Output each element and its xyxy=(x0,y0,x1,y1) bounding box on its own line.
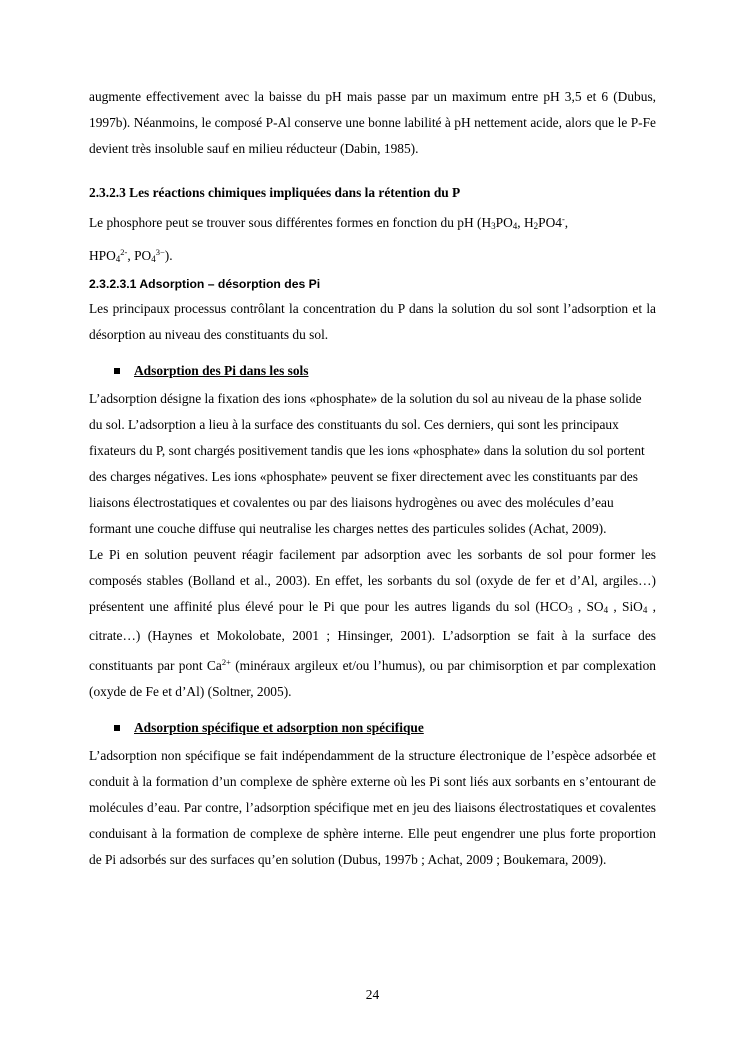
specific-adsorption-paragraph: L’adsorption non spécifique se fait indépendamment de la structure électronique de l’espèce adsorbée et conduit à la formation d’un complexe de sphère externe où les Pi sont liés aux sorbants en s’entourant de molécules d’eau. Par contre, l’adsorption spécifique met en jeu des liaisons électrostatiques et covalentes conduisant à la formation de complexe de sphère interne. Elle peut engendrer une plus forte proportion de Pi adsorbés sur des surfaces qu’en solution (Dubus, 1997b ; Achat, 2009 ; Boukemara, 2009). xyxy=(89,748,656,867)
section-heading: 2.3.2.3 Les réactions chimiques impliquées dans la rétention du P xyxy=(89,185,461,200)
paragraph-intro: augmente effectivement avec la baisse du pH mais passe par un maximum entre pH 3,5 et 6 (Dubus, 1997b). Néanmoins, le composé P-Al conserve une bonne labilité à pH nettement acide, alors que le P-Fe devient très insoluble sauf en milieu réducteur (Dabin, 1985). xyxy=(89,89,656,156)
page-number: 24 xyxy=(365,987,380,1002)
adsorption-paragraph-2: Le Pi en solution peuvent réagir facilement par adsorption avec les sorbants de sol pour former les composés stables (Bolland et al., 2003). En effet, les sorbants du sol (oxyde de fer et d’Al, argiles…) présentent une affinité plus élevé pour le Pi que pour les autres ligands du sol ($HCO_3$ , $SO_4$ , SiO$_4$ , citrate…) (Haynes et Mokolobate, 2001 ; Hinsinger, 2001). L’adsorption se fait à la surface des constituants par pont $Ca^{2+}$ (minéraux argileux et/ou l’humus), ou par chimisorption et par complexation (oxyde de Fe et d’Al) (Soltner, 2005). xyxy=(89,547,657,699)
adsorption-paragraph-1: L’adsorption désigne la fixation des ions «phosphate» de la solution du sol au niveau de la phase solide du sol. L’adsorption a lieu à la surface des constituants du sol. Ces derniers, qui sont les principaux fixateurs du P, sont chargés positivement tandis que les ions «phosphate» dans la solution du sol portent des charges négatives. Les ions «phosphate» peuvent se fixer directement avec les constituants par des liaisons électrostatiques et covalentes ou par des liaisons hydrogènes ou avec des molécules d’eau formant une couche diffuse qui neutralise les charges nettes des particules solides (Achat, 2009). xyxy=(89,391,645,536)
subsection-paragraph: Les principaux processus contrôlant la concentration du P dans la solution du sol sont l’adsorption et la désorption au niveau des constituants du sol. xyxy=(89,301,656,342)
bullet-heading-specific-adsorption xyxy=(114,715,656,741)
bullet-heading-adsorption xyxy=(114,358,656,384)
subsection-heading: 2.3.2.3.1 Adsorption – désorption des Pi xyxy=(89,277,321,291)
bullet-heading-text: Adsorption des Pi dans les sols xyxy=(134,363,309,378)
document-page xyxy=(89,84,656,873)
phosphate-forms-paragraph: Le phosphore peut se trouver sous différentes formes en fonction du pH ($H_3PO_4$, $H_2PO4^-$, $HPO_4^{2-}$, $PO_4^{3-}$). xyxy=(89,214,569,264)
bullet-heading-text: Adsorption spécifique et adsorption non spécifique xyxy=(134,720,424,735)
bullet-square-icon xyxy=(114,725,120,731)
bullet-square-icon xyxy=(114,368,120,374)
